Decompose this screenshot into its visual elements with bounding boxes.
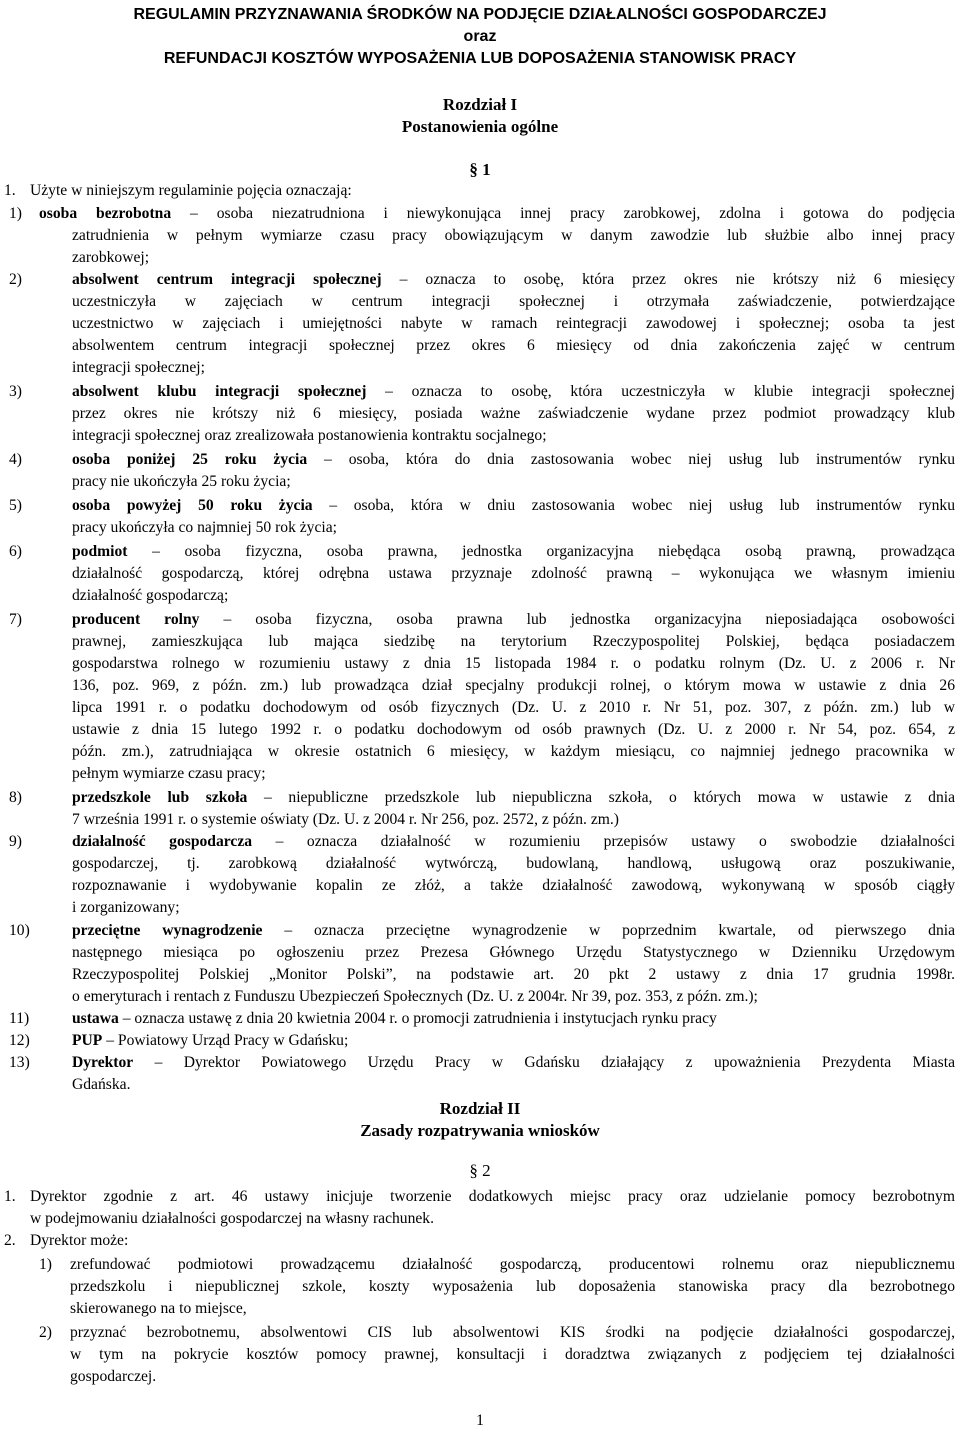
definition-term: ustawa xyxy=(72,1010,119,1027)
definition-line: zarobkowej; xyxy=(72,249,150,266)
definition-term: podmiot xyxy=(72,543,128,560)
section-line: Dyrektor zgodnie z art. 46 ustawy inicjuje tworzenie dodatkowych miejsc pracy oraz udzielanie pomocy bezrobotnym xyxy=(30,1188,955,1205)
chapter-2-title: Zasady rozpatrywania wniosków xyxy=(360,1121,600,1140)
definition-number: 2) xyxy=(9,271,22,288)
definition-number: 13) xyxy=(9,1054,30,1071)
definition-number: 7) xyxy=(9,611,22,628)
definition-number: 9) xyxy=(9,833,22,850)
paragraph-1-heading xyxy=(0,160,960,180)
definition-term: absolwent centrum integracji społecznej xyxy=(72,271,382,288)
definition-line: 7 września 1991 r. o systemie oświaty (Dz. U. z 2004 r. Nr 256, poz. 2572, z późn. zm.) xyxy=(72,811,619,828)
item-line: gospodarczej. xyxy=(70,1368,157,1385)
section-number: 1. xyxy=(4,1188,16,1205)
item-line: w tym na pokrycie kosztów pomocy prawnej, konsultacji i doradztwa związanych z podjęciem tej działalności xyxy=(70,1346,955,1363)
definition-text: – osoba, która w dniu zastosowania wobec niej usług lub instrumentów rynku xyxy=(329,497,955,514)
definition-text: – osoba fizyczna, osoba prawna lub jednostka organizacyjna nieposiadająca osobowości xyxy=(223,611,955,628)
definition-text: – Dyrektor Powiatowego Urzędu Pracy w Gdańsku działający z upoważnienia Prezydenta Miasta xyxy=(154,1054,955,1071)
section-number: 2. xyxy=(4,1232,16,1249)
definition-term: osoba bezrobotna xyxy=(39,205,172,222)
definition-term: przedszkole lub szkoła xyxy=(72,789,248,806)
definition-line xyxy=(72,269,955,291)
definition-line xyxy=(72,1030,348,1052)
definition-line: i zorganizowany; xyxy=(72,899,180,916)
item-line: skierowanego na to miejsce, xyxy=(70,1300,247,1317)
definition-line: ustawie z dnia 15 lutego 1992 r. o podatku dochodowym od osób prawnych (Dz. U. z 2000 r. Nr 54, poz. 654, z xyxy=(72,721,955,738)
definition-number: 3) xyxy=(9,383,22,400)
definition-line: Gdańska. xyxy=(72,1076,131,1093)
definition-line xyxy=(72,1052,955,1074)
definition-line: przez okres nie krótszy niż 6 miesięcy, posiada ważne zaświadczenie wydane przez podmiot prowadzący klub xyxy=(72,405,955,422)
definition-text: – niepubliczne przedszkole lub niepubliczna szkoła, o których mowa w ustawie z dnia xyxy=(264,789,956,806)
definition-text: – oznacza działalność w rozumieniu przepisów ustawy o swobodzie działalności xyxy=(275,833,955,850)
section-text: Użyte w niniejszym regulaminie pojęcia oznaczają: xyxy=(30,182,352,199)
paragraph-sign: § xyxy=(469,160,478,179)
definition-number: 5) xyxy=(9,497,22,514)
definition-text: – osoba niezatrudniona i niewykonująca innej pracy zarobkowej, zdolna i gotowa do podjęcia xyxy=(190,205,955,222)
item-line: zrefundować podmiotowi prowadzącemu działalność gospodarczą, producentowi rolnemu oraz niepublicznemu xyxy=(70,1256,955,1273)
definition-number: 12) xyxy=(9,1032,30,1049)
item-number: 1) xyxy=(39,1256,52,1273)
definition-line: pełnym wymiarze czasu pracy; xyxy=(72,765,266,782)
definition-number: 4) xyxy=(9,451,22,468)
definition-line: uczestnictwo w zajęciach i umiejętności nabyte w ramach reintegracji zawodowej i społecznej; osoba ta jest xyxy=(72,315,955,332)
definition-line: pracy ukończyła co najmniej 50 rok życia; xyxy=(72,519,337,536)
section-number: 1. xyxy=(4,182,16,199)
chapter-2-label: Rozdział II xyxy=(439,1099,521,1118)
document-title-line-2: oraz xyxy=(463,28,497,45)
definition-line: gospodarstwa rolnego w rozumieniu ustawy z dnia 15 listopada 1984 r. o podatku rolnym (Dz. U. z 2006 r. Nr xyxy=(72,655,955,672)
item-line: przyznać bezrobotnemu, absolwentowi CIS lub absolwentowi KIS środki na podjęcie działalności gospodarczej, xyxy=(70,1324,955,1341)
definition-number: 6) xyxy=(9,543,22,560)
definition-line xyxy=(39,203,955,225)
definition-line xyxy=(72,1008,717,1030)
definition-line xyxy=(72,449,955,471)
item-number: 2) xyxy=(39,1324,52,1341)
chapter-1-title: Postanowienia ogólne xyxy=(401,117,559,136)
definition-line xyxy=(72,541,955,563)
definition-line: działalność gospodarczą, której odrębna ustawa przyznaje zdolność prawną – wykonująca we własnym imieniu xyxy=(72,565,955,582)
definition-line xyxy=(72,787,955,809)
definition-number: 1) xyxy=(9,205,22,222)
document-title-line-1: REGULAMIN PRZYZNAWANIA ŚRODKÓW NA PODJĘCIE DZIAŁALNOŚCI GOSPODARCZEJ xyxy=(133,6,827,23)
definition-line: działalność gospodarczą; xyxy=(72,587,229,604)
definition-line: 136, poz. 969, z późn. zm.) lub prowadząca dział specjalny produkcji rolnej, o którym mowa w ustawie z dnia 26 xyxy=(72,677,955,694)
definition-number: 8) xyxy=(9,789,22,806)
definition-term: osoba powyżej 50 roku życia xyxy=(72,497,313,514)
definition-text: – oznacza przeciętne wynagrodzenie w poprzednim kwartale, od pierwszego dnia xyxy=(284,922,956,939)
definition-line xyxy=(72,831,955,853)
definition-text: – osoba, która do dnia zastosowania wobec niej usług lub instrumentów rynku xyxy=(324,451,956,468)
document-title-line-3: REFUNDACJI KOSZTÓW WYPOSAŻENIA LUB DOPOSAŻENIA STANOWISK PRACY xyxy=(163,50,797,67)
definition-text: – Powiatowy Urząd Pracy w Gdańsku; xyxy=(106,1032,349,1049)
definition-line: uczestniczyła w zajęciach w centrum integracji społecznej i otrzymała zaświadczenie, potwierdzające xyxy=(72,293,955,310)
definition-term: PUP xyxy=(72,1032,103,1049)
definition-term: działalność gospodarcza xyxy=(72,833,253,850)
definition-line: absolwentem centrum integracji społecznej przez okres 6 miesięcy od dnia zakończenia zajęć w centrum xyxy=(72,337,955,354)
definition-line: Rzeczypospolitej Polskiej „Monitor Polski”, na podstawie art. 20 pkt 2 ustawy z dnia 17 grudnia 1998r. xyxy=(72,966,955,983)
definition-line xyxy=(72,920,955,942)
page-number: 1 xyxy=(476,1412,484,1429)
definition-text: – oznacza ustawę z dnia 20 kwietnia 2004 r. o promocji zatrudnienia i instytucjach rynku pracy xyxy=(122,1010,717,1027)
definition-line xyxy=(72,495,955,517)
definition-term: absolwent klubu integracji społecznej xyxy=(72,383,367,400)
definition-text: – oznacza to osobę, która przez okres nie krótszy niż 6 miesięcy xyxy=(399,271,955,288)
definition-line: gospodarczej, tj. zarobkową działalność wytwórczą, budowlaną, handlową, usługową oraz poszukiwanie, xyxy=(72,855,955,872)
definition-term: Dyrektor xyxy=(72,1054,134,1071)
definition-line: integracji społecznej; xyxy=(72,359,205,376)
definition-line: prawnej, zamieszkująca lub mająca siedzibę na terytorium Rzeczypospolitej Polskiej, będąca posiadaczem xyxy=(72,633,955,650)
definition-term: przeciętne wynagrodzenie xyxy=(72,922,263,939)
paragraph-number: 2 xyxy=(482,1161,491,1180)
paragraph-2-heading xyxy=(0,1161,960,1181)
definition-text: – osoba fizyczna, osoba prawna, jednostka organizacyjna niebędąca osobą prawną, prowadząca xyxy=(152,543,955,560)
definition-line: późn. zm.), zatrudniająca w okresie ostatnich 6 miesięcy, w każdym miesiącu, co najmniej jednego pracownika w xyxy=(72,743,955,760)
definition-line xyxy=(72,381,955,403)
chapter-1-label: Rozdział I xyxy=(442,95,518,114)
definition-text: – oznacza to osobę, która uczestniczyła w klubie integracji społecznej xyxy=(385,383,955,400)
definition-line: o emeryturach i rentach z Funduszu Ubezpieczeń Społecznych (Dz. U. z 2004r. Nr 39, poz. 353, z późn. zm.); xyxy=(72,988,758,1005)
section-line: w podejmowaniu działalności gospodarczej na własny rachunek. xyxy=(30,1210,435,1227)
paragraph-number: 1 xyxy=(482,160,491,179)
definition-number: 10) xyxy=(9,922,30,939)
definition-line: lipca 1991 r. o podatku dochodowym od osób fizycznych (Dz. U. z 2010 r. Nr 51, poz. 307, z późn. zm.) lub w xyxy=(72,699,955,716)
definition-line: następnego miesiąca po ogłoszeniu przez Prezesa Głównego Urzędu Statystycznego w Dzienniku Urzędowym xyxy=(72,944,955,961)
definition-term: producent rolny xyxy=(72,611,200,628)
definition-line xyxy=(72,609,955,631)
item-line: przedszkolu i niepublicznej szkole, koszty wyposażenia lub doposażenia stanowiska pracy dla bezrobotnego xyxy=(70,1278,955,1295)
definition-line: rozpoznawanie i wydobywanie kopalin ze złóż, a także działalność zawodową, wykonywaną w sposób ciągły xyxy=(72,877,955,894)
definition-number: 11) xyxy=(9,1010,30,1027)
paragraph-sign: § xyxy=(469,1161,478,1180)
section-line: Dyrektor może: xyxy=(30,1232,129,1249)
definition-term: osoba poniżej 25 roku życia xyxy=(72,451,308,468)
definition-line: integracji społecznej oraz zrealizowała postanowienia kontraktu socjalnego; xyxy=(72,427,547,444)
definition-line: zatrudnienia w pełnym wymiarze czasu pracy obowiązującym w danym zawodzie lub służbie albo innej pracy xyxy=(72,227,955,244)
definition-line: pracy nie ukończyła 25 roku życia; xyxy=(72,473,291,490)
